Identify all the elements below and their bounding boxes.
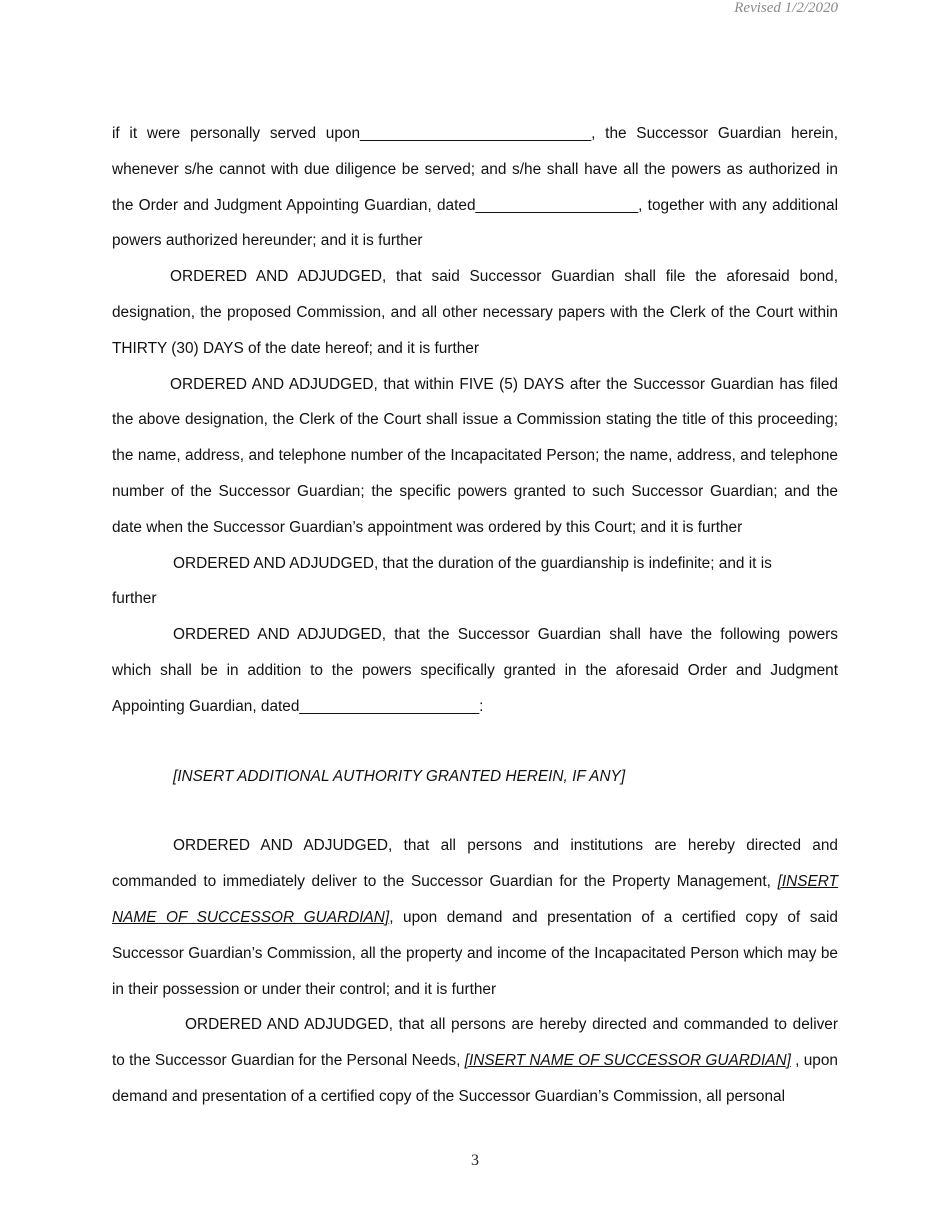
paragraph-service [112,116,838,259]
blank-line: _____________________ [299,697,480,715]
successor-guardian-placeholder: [INSERT NAME OF SUCCESSOR GUARDIAN] [464,1052,791,1070]
blank-line: ___________________________ [360,125,592,142]
paragraph-text: , upon demand and presentation of a certified copy of the Successor Guardian’s Commission, all personal [112,1052,838,1105]
paragraph-powers [112,617,838,724]
paragraph-text: further [112,590,157,608]
blank-line: ___________________ [475,196,639,214]
successor-guardian-placeholder: [INSERT NAME OF SUCCESSOR GUARDIAN] [112,873,838,926]
paragraph-text: : [479,697,484,715]
paragraph-commission: ORDERED AND ADJUDGED, that within FIVE (5) DAYS after the Successor Guardian has filed the above designation, the Clerk of the Court shall issue a Commission stating the title of this proceeding; the name, address, and telephone number of the Incapacitated Person; the name, address, and telephone number of the Successor Guardian; the specific powers granted to such Successor Guardian; and the date when the Successor Guardian’s appointment was ordered by this Court; and it is further [112,375,838,536]
page-number: 3 [471,1152,479,1169]
paragraph-text: , the Successor Guardian herein, whenever s/he cannot with due diligence be served; and s/he shall have all the powers as authorized in the Order and Judgment Appointing Guardian, dated [112,125,839,214]
paragraph-text: , together with any additional powers authorized hereunder; and it is further [112,196,838,250]
paragraph-duration [112,546,838,582]
paragraph-text: , upon demand and presentation of a certified copy of said Successor Guardian’s Commission, all the property and income of the Incapacitated Person which may be in their possession or under their control; and it is further [112,908,838,998]
paragraph-bond-filing: ORDERED AND ADJUDGED, that said Successor Guardian shall file the aforesaid bond, designation, the proposed Commission, and all other necessary papers with the Clerk of the Court within THIRTY (30) DAYS of the date hereof; and it is further [112,268,838,357]
insert-additional-authority: [INSERT ADDITIONAL AUTHORITY GRANTED HEREIN, IF ANY] [173,767,626,785]
paragraph-property-delivery [112,828,838,1007]
revision-date: Revised 1/2/2020 [734,0,838,16]
paragraph-text: ORDERED AND ADJUDGED, that all persons and institutions are hereby directed and commanded to immediately deliver to the Successor Guardian for the Property Management, [112,837,838,891]
paragraph-text: ORDERED AND ADJUDGED, that the duration of the guardianship is indefinite; and it is [173,554,772,572]
paragraph-text: if it were personally served upon [112,125,361,142]
document-body [112,116,838,1115]
paragraph-text: ORDERED AND ADJUDGED, that the Successor Guardian shall have the following powers which shall be in addition to the powers specifically granted in the aforesaid Order and Judgment Appointing Guardian, dated [112,626,838,715]
paragraph-personal-delivery [112,1007,838,1114]
paragraph-text: ORDERED AND ADJUDGED, that all persons are hereby directed and commanded to deliver to the Successor Guardian for the Personal Needs, [112,1016,838,1070]
paragraph-duration-continued [112,581,838,617]
